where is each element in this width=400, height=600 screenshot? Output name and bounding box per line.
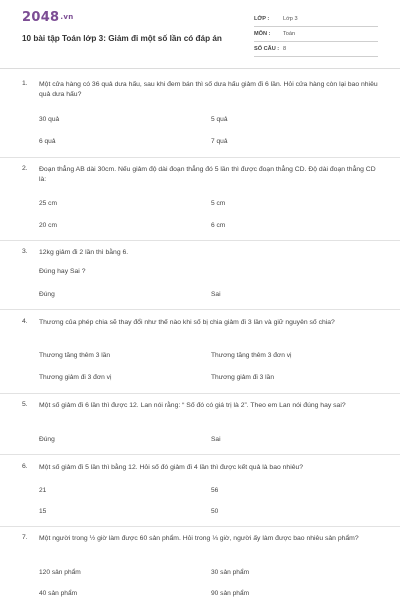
question-divider: [0, 309, 400, 310]
answer-option[interactable]: 15: [39, 508, 47, 515]
question-text: Một số giảm đi 5 lần thì bằng 12. Hỏi số đó giảm đi 4 lần thì được kết quả là bao nhiêu?: [39, 464, 304, 471]
question-text: Đoạn thẳng AB dài 30cm. Nếu giảm độ dài đoạn thẳng đó 5 lần thì được đoạn thẳng CD. Độ dài đoạn thẳng CD là:: [39, 166, 376, 183]
logo-text: 2048: [22, 10, 60, 25]
document-title: 10 bài tập Toán lớp 3: Giảm đi một số lần có đáp án: [22, 34, 222, 43]
answer-option[interactable]: 30 sản phẩm: [211, 569, 250, 576]
meta-subject-label: MÔN :: [254, 31, 271, 37]
question-number: 6.: [22, 463, 28, 470]
answer-option[interactable]: Đúng: [39, 291, 55, 298]
question-text: Một số giảm đi 6 lần thì được 12. Lan nói rằng: “ Số đó có giá trị là 2”. Theo em Lan nói đúng hay sai?: [39, 402, 346, 409]
answer-option[interactable]: 56: [211, 487, 219, 494]
answer-option[interactable]: Thương giảm đi 3 lần: [211, 374, 274, 381]
answer-option[interactable]: 50: [211, 508, 219, 515]
meta-question-count: [254, 43, 378, 57]
answer-option[interactable]: 90 sản phẩm: [211, 590, 250, 597]
answer-option[interactable]: Thương tăng thêm 3 lần: [39, 352, 111, 359]
question-number: 3.: [22, 248, 28, 255]
meta-subject-value: Toán: [283, 31, 296, 37]
question-divider: [0, 526, 400, 527]
meta-grade-label: LỚP :: [254, 16, 270, 22]
question-divider: [0, 157, 400, 158]
question-divider: [0, 393, 400, 394]
question-divider: [0, 454, 400, 455]
answer-option[interactable]: Thương tăng thêm 3 đơn vị: [211, 352, 292, 359]
site-logo[interactable]: [22, 10, 74, 25]
answer-option[interactable]: 20 cm: [39, 222, 57, 229]
answer-option[interactable]: Đúng: [39, 436, 55, 443]
answer-option[interactable]: 6 quả: [39, 138, 56, 145]
answer-option[interactable]: 5 quả: [211, 116, 228, 123]
meta-question-count-label: SỐ CÂU :: [254, 46, 280, 52]
answer-option[interactable]: Sai: [211, 436, 221, 443]
answer-option[interactable]: 40 sản phẩm: [39, 590, 78, 597]
question-number: 1.: [22, 80, 28, 87]
question-text: Một cửa hàng có 36 quả dưa hấu, sau khi đem bán thì số dưa hấu giảm đi 6 lần. Hỏi cửa hàng còn lại bao nhiêu quả dưa hấu?: [39, 81, 378, 98]
question-text: Thương của phép chia sẽ thay đổi như thế nào khi số bị chia giảm đi 3 lần và giữ nguyên số chia?: [39, 319, 335, 326]
header-divider: [0, 68, 400, 69]
meta-grade-value: Lớp 3: [283, 16, 298, 22]
answer-option[interactable]: 5 cm: [211, 200, 226, 207]
question-number: 5.: [22, 401, 28, 408]
answer-option[interactable]: 25 cm: [39, 200, 57, 207]
answer-option[interactable]: 21: [39, 487, 47, 494]
meta-question-count-value: 8: [283, 46, 287, 52]
page-header: [0, 0, 400, 66]
question-text: Một người trong ½ giờ làm được 60 sản phẩm. Hỏi trong ⅓ giờ, người ấy làm được bao nhiêu sản phẩm?: [39, 535, 359, 542]
answer-option[interactable]: 7 quả: [211, 138, 228, 145]
logo-suffix: .vn: [60, 13, 74, 21]
question-number: 2.: [22, 165, 28, 172]
question-prompt: Đúng hay Sai ?: [39, 268, 86, 275]
meta-subject: [254, 28, 378, 42]
answer-option[interactable]: 30 quả: [39, 116, 60, 123]
answer-option[interactable]: Sai: [211, 291, 221, 298]
answer-option[interactable]: 120 sản phẩm: [39, 569, 81, 576]
question-text: 12kg giảm đi 2 lần thì bằng 6.: [39, 249, 129, 256]
question-number: 4.: [22, 318, 28, 325]
question-divider: [0, 240, 400, 241]
answer-option[interactable]: 6 cm: [211, 222, 226, 229]
meta-grade: [254, 13, 378, 27]
answer-option[interactable]: Thương giảm đi 3 đơn vị: [39, 374, 112, 381]
question-number: 7.: [22, 534, 28, 541]
